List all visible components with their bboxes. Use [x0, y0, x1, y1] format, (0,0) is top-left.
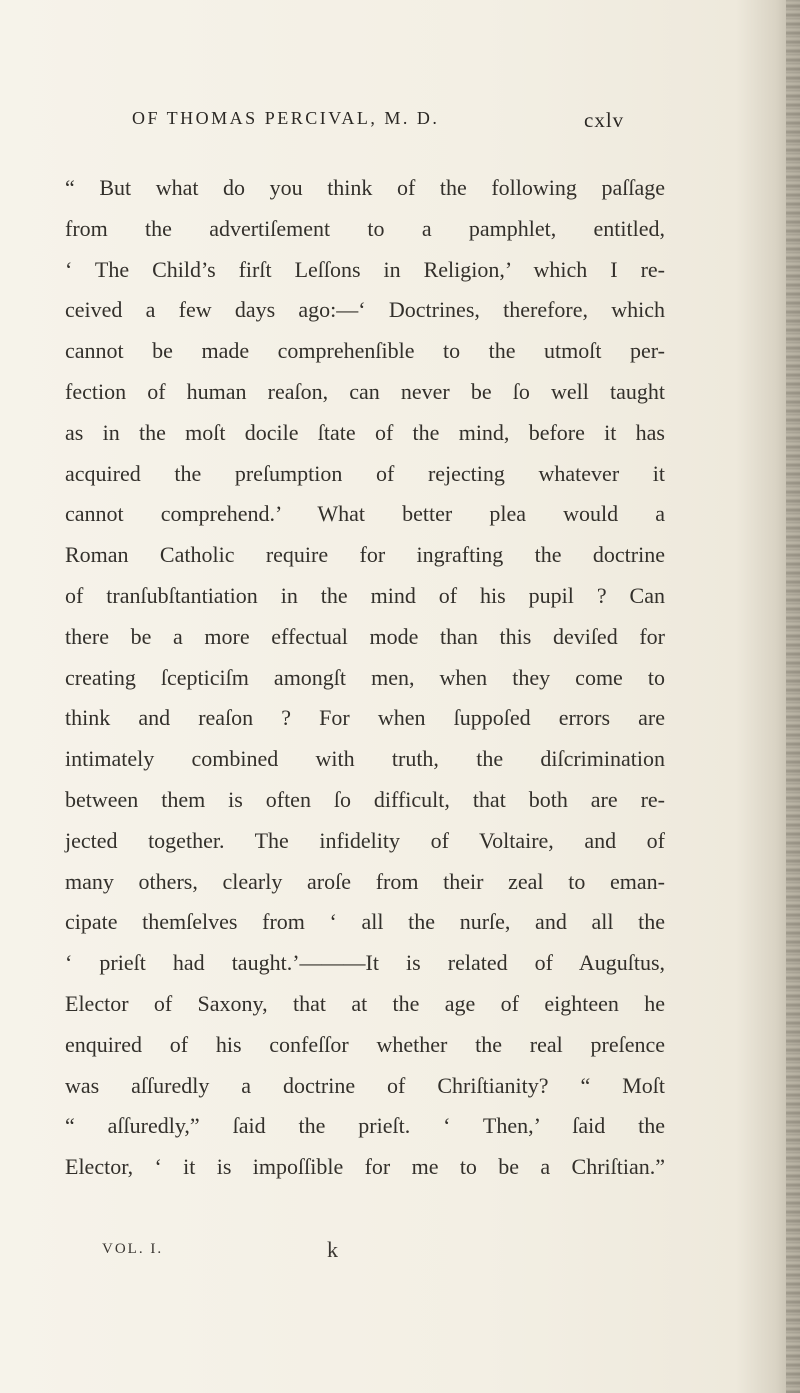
text-line: jected together. The infidelity of Voltaire, and of — [65, 827, 665, 853]
text-line: was aſſuredly a doctrine of Chriſtianity? “ Moſt — [65, 1072, 665, 1098]
text-line: as in the moſt docile ſtate of the mind, before it has — [65, 419, 665, 445]
text-line: many others, clearly aroſe from their zeal to eman- — [65, 868, 665, 894]
text-line: cannot be made comprehenſible to the utmoſt per- — [65, 338, 665, 364]
text-line: think and reaſon ? For when ſuppoſed errors are — [65, 705, 665, 731]
text-line: between them is often ſo difficult, that both are re- — [65, 786, 665, 812]
text-line: cannot comprehend.’ What better plea would a — [65, 501, 665, 527]
text-line: ‘ prieſt had taught.’———It is related of Auguſtus, — [65, 950, 665, 976]
text-line: Elector, ‘ it is impoſſible for me to be a Chriſtian.” — [65, 1154, 665, 1180]
running-head: OF THOMAS PERCIVAL, M. D. — [132, 108, 440, 128]
text-line: from the advertiſement to a pamphlet, entitled, — [65, 215, 665, 241]
signature-mark: k — [327, 1237, 338, 1262]
text-line: “ But what do you think of the following paſſage — [65, 175, 665, 200]
text-line: there be a more effectual mode than this deviſed for — [65, 623, 665, 649]
text-line: cipate themſelves from ‘ all the nurſe, and all the — [65, 909, 665, 935]
text-line: enquired of his confeſſor whether the real preſence — [65, 1031, 665, 1057]
text-line: ‘ The Child’s firſt Leſſons in Religion,’ which I re- — [65, 256, 665, 282]
text-line: Elector of Saxony, that at the age of eighteen he — [65, 990, 665, 1016]
text-line: Roman Catholic require for ingrafting the doctrine — [65, 542, 665, 568]
page-number: cxlv — [584, 108, 625, 132]
text-line: ceived a few days ago:—‘ Doctrines, therefore, which — [65, 297, 665, 323]
text-line: acquired the preſumption of rejecting whatever it — [65, 460, 665, 486]
text-line: fection of human reaſon, can never be ſo well taught — [65, 378, 665, 404]
page-footer — [0, 1237, 800, 1271]
binding-edge — [786, 0, 800, 1393]
text-line: “ aſſuredly,” ſaid the prieſt. ‘ Then,’ ſaid the — [65, 1113, 665, 1139]
text-line: of tranſubſtantiation in the mind of his pupil ? Can — [65, 582, 665, 608]
text-line: intimately combined with truth, the diſcrimination — [65, 746, 665, 772]
page-header — [0, 108, 800, 138]
body-text — [65, 168, 665, 1188]
volume-signature: VOL. I. — [102, 1241, 164, 1257]
text-line: creating ſcepticiſm amongſt men, when they come to — [65, 664, 665, 690]
